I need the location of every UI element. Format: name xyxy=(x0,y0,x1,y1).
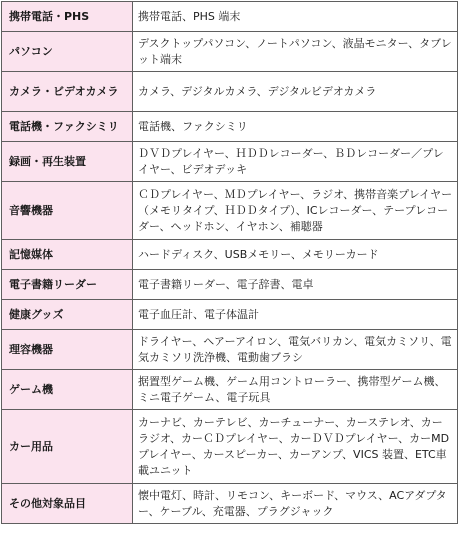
items-cell: デスクトップパソコン、ノートパソコン、液晶モニター、タブレット端末 xyxy=(133,32,458,72)
category-cell: 録画・再生装置 xyxy=(2,142,133,182)
items-cell: 電子書籍リーダー、電子辞書、電卓 xyxy=(133,270,458,300)
eligible-items-table xyxy=(1,1,458,524)
table-row xyxy=(2,370,458,410)
category-cell: ゲーム機 xyxy=(2,370,133,410)
category-cell: 音響機器 xyxy=(2,182,133,240)
table-row xyxy=(2,2,458,32)
items-cell: 据置型ゲーム機、ゲーム用コントローラー、携帯型ゲーム機、ミニ電子ゲーム、電子玩具 xyxy=(133,370,458,410)
category-cell: パソコン xyxy=(2,32,133,72)
table-row xyxy=(2,410,458,484)
category-cell: 健康グッズ xyxy=(2,300,133,330)
table-row xyxy=(2,270,458,300)
items-cell: ＣＤプレイヤー、ＭＤプレイヤー、ラジオ、携帯音楽プレイヤー（メモリタイプ、ＨＤＤタイプ）、ICレコーダー、テープレコーダー、ヘッドホン、イヤホン、補聴器 xyxy=(133,182,458,240)
items-cell: カメラ、デジタルカメラ、デジタルビデオカメラ xyxy=(133,72,458,112)
items-cell: ＤＶＤプレイヤー、ＨＤＤレコーダー、ＢＤレコーダー／プレイヤー、ビデオデッキ xyxy=(133,142,458,182)
table-row xyxy=(2,330,458,370)
table-row xyxy=(2,142,458,182)
category-cell: 記憶媒体 xyxy=(2,240,133,270)
items-cell: ドライヤー、ヘアーアイロン、電気バリカン、電気カミソリ、電気カミソリ洗浄機、電動歯ブラシ xyxy=(133,330,458,370)
category-cell: 電子書籍リーダー xyxy=(2,270,133,300)
table-row xyxy=(2,182,458,240)
category-cell: カメラ・ビデオカメラ xyxy=(2,72,133,112)
items-cell: ハードディスク、USBメモリー、メモリーカード xyxy=(133,240,458,270)
items-cell: 懐中電灯、時計、リモコン、キーボード、マウス、ACアダプター、ケーブル、充電器、プラグジャック xyxy=(133,484,458,524)
category-cell: カー用品 xyxy=(2,410,133,484)
category-cell: 理容機器 xyxy=(2,330,133,370)
category-cell: 携帯電話・PHS xyxy=(2,2,133,32)
table-row xyxy=(2,112,458,142)
table-row xyxy=(2,300,458,330)
table-row xyxy=(2,484,458,524)
table-row xyxy=(2,72,458,112)
items-cell: 電子血圧計、電子体温計 xyxy=(133,300,458,330)
category-cell: 電話機・ファクシミリ xyxy=(2,112,133,142)
category-cell: その他対象品目 xyxy=(2,484,133,524)
table-row xyxy=(2,240,458,270)
items-cell: カーナビ、カーテレビ、カーチューナー、カーステレオ、カーラジオ、カーＣＤプレイヤー、カーＤＶＤプレイヤー、カーMDプレイヤー、カースピーカー、カーアンプ、VICS 装置、ETC車載ユニット xyxy=(133,410,458,484)
items-cell: 携帯電話、PHS 端末 xyxy=(133,2,458,32)
items-cell: 電話機、ファクシミリ xyxy=(133,112,458,142)
table-row xyxy=(2,32,458,72)
